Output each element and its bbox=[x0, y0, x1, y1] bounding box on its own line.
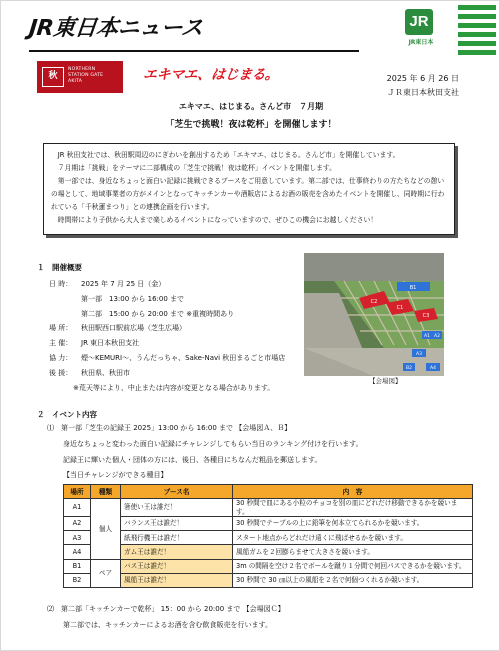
jr-logo-caption: JR東日本 bbox=[408, 39, 434, 46]
map-label-c1: C1 bbox=[396, 305, 404, 311]
event-date: 2025 年 7 月 25 日（金） bbox=[81, 280, 166, 288]
part1-time: 第一部 13:00 から 16:00 まで bbox=[81, 294, 185, 303]
part1-prize-note: 記録王に輝いた個人・団体の方には、後日、各種目にちなんだ粗品を郵送します。 bbox=[63, 456, 322, 464]
venue-map bbox=[304, 253, 444, 376]
newsletter-title: JR東日本ニュース bbox=[27, 16, 204, 41]
map-label-a2: A2 bbox=[434, 334, 440, 339]
station-gate-mark-icon: 秋 bbox=[42, 67, 64, 87]
map-label-c2: C2 bbox=[370, 299, 378, 305]
issuing-branch: ＪＲ東日本秋田支社 bbox=[387, 88, 459, 97]
intro-paragraph: ７月期は「挑戦」をテーマに二部構成の「芝生で挑戦！夜は乾杯」イベントを開催します。 bbox=[57, 164, 336, 172]
challenge-table bbox=[63, 484, 473, 588]
part1-description: 身近なちょっと変わった面白い記録にチャレンジしてもらい当日のランキング付けを行います。 bbox=[63, 440, 363, 448]
overlap-note: ※重複時間あり bbox=[186, 309, 235, 318]
event-series-title: エキマエ、はじまる。さんど市 ７月期 bbox=[178, 102, 324, 111]
event-overview: 日 時： 2025 年 7 月 25 日（金） 第一部 13:00 から 16:00 まで 第二部 15:00 から 20:00 まで ※重複時間あり 場 所： 秋田駅西口駅前広場（芝生広場） 主 催： JR 東日本秋田支社 協 力： 煙〜KEMURI〜、うんだっちゃ、Sake-Navi 秋田まるごと市場店 後 援： 秋田県、秋田市 ※荒天等により、中止または内容が変更となる場合があります。 bbox=[49, 277, 309, 395]
table-row: B2 風船王は誰だ！ 30 秒間で 30 ㎝以上の風船を２名で何個つくれるか競います。 bbox=[64, 573, 473, 587]
col-header-booth: ブース名 bbox=[121, 485, 233, 499]
table-caption: 【当日チャレンジができる種目】 bbox=[63, 471, 168, 479]
jr-east-logo bbox=[397, 9, 445, 51]
part2-title: ⑵ 第二部「キッチンカーで乾杯」 15：00 から 20:00 まで 【会場図Ｃ】 bbox=[47, 605, 285, 613]
intro-paragraph: 第一部では、身近なちょっと面白い記録に挑戦できるブースをご用意しています。第二部では、仕事終わりの方たちなどの憩いの場として、地域事業者の方がメインとなってキッチンカーや酒販店によるお酒の販売を含めたイベントを開催し、同時期に行われている「千秋蓮まつり」との連携企画を行います。 bbox=[51, 177, 445, 211]
part2-description: 第二部では、キッチンカーによるお酒を含む飲食販売を行います。 bbox=[63, 621, 272, 629]
weather-note: ※荒天等により、中止または内容が変更となる場合があります。 bbox=[73, 383, 275, 392]
map-label-c3: C3 bbox=[422, 313, 430, 319]
part2-time: 第二部 15:00 から 20:00 まで bbox=[81, 309, 185, 318]
event-supporters: 秋田県、秋田市 bbox=[81, 368, 130, 377]
event-cooperators: 煙〜KEMURI〜、うんだっちゃ、Sake-Navi 秋田まるごと市場店 bbox=[81, 353, 286, 362]
intro-paragraph: 時間帯により子供から大人まで楽しめるイベントになっていますので、ぜひこの機会にお越しください！ bbox=[57, 216, 378, 224]
intro-paragraph: JR 秋田支社では、秋田駅周辺のにぎわいを創出するため「エキマエ、はじまる。さんど市」を開催しています。 bbox=[57, 151, 400, 159]
table-row: B1 ペア バス王は誰だ！ 3m の間隔を空け２名でボールを蹴り１分間で何回パスできるかを競います。 bbox=[64, 559, 473, 573]
station-gate-text: NORTHERN STATION GATE AKITA bbox=[68, 67, 104, 85]
col-header-place: 場所 bbox=[64, 485, 91, 499]
map-label-a3: A3 bbox=[416, 352, 422, 357]
ekimae-slogan-logo: エキマエ、はじまる。 bbox=[141, 67, 280, 83]
header-rule bbox=[29, 50, 359, 52]
map-label-b1: B1 bbox=[409, 285, 417, 291]
map-caption: 【会場図】 bbox=[369, 377, 402, 385]
event-host: JR 東日本秋田支社 bbox=[81, 339, 140, 348]
table-row: A2 バランス王は誰だ！ 30 秒間でテーブルの上に鉛筆を何本立てられるかを競います。 bbox=[64, 516, 473, 530]
green-stripes-icon bbox=[458, 5, 496, 59]
jr-mark-icon: JR bbox=[405, 9, 433, 35]
table-row: A1 個人 箸使い王は誰だ！ 30 秒間で皿にある小粒のチョコを別の皿にどれだけ移動できるかを競います。 bbox=[64, 499, 473, 516]
map-label-a4: A4 bbox=[430, 366, 436, 371]
map-label-b2: B2 bbox=[406, 366, 412, 371]
release-date: 2025 年 6 月 26 日 bbox=[386, 74, 459, 83]
part1-title: ⑴ 第一部「芝生の記録王 2025」13:00 から 16:00 まで 【会場図Ａ、Ｂ】 bbox=[47, 424, 292, 432]
type-pair: ペア bbox=[91, 559, 121, 588]
col-header-type: 種類 bbox=[91, 485, 121, 499]
table-row: A3 紙飛行機王は誰だ！ スタート地点からどれだけ遠くに飛ばせるかを競います。 bbox=[64, 531, 473, 545]
table-row: A4 ガム王は誰だ！ 風船ガムを２回膨らませて大きさを競います。 bbox=[64, 545, 473, 559]
northern-station-gate-logo bbox=[37, 61, 123, 93]
event-place: 秋田駅西口駅前広場（芝生広場） bbox=[81, 324, 186, 333]
intro-box bbox=[43, 143, 455, 235]
col-header-content: 内 容 bbox=[233, 485, 473, 499]
headline: 「芝生で挑戦！夜は乾杯」を開催します！ bbox=[165, 120, 337, 130]
table-header-row bbox=[64, 485, 473, 499]
section1-heading: １ 開催概要 bbox=[37, 263, 82, 272]
section2-heading: ２ イベント内容 bbox=[37, 410, 97, 419]
map-label-a1: A1 bbox=[424, 334, 430, 339]
type-individual: 個人 bbox=[91, 499, 121, 559]
